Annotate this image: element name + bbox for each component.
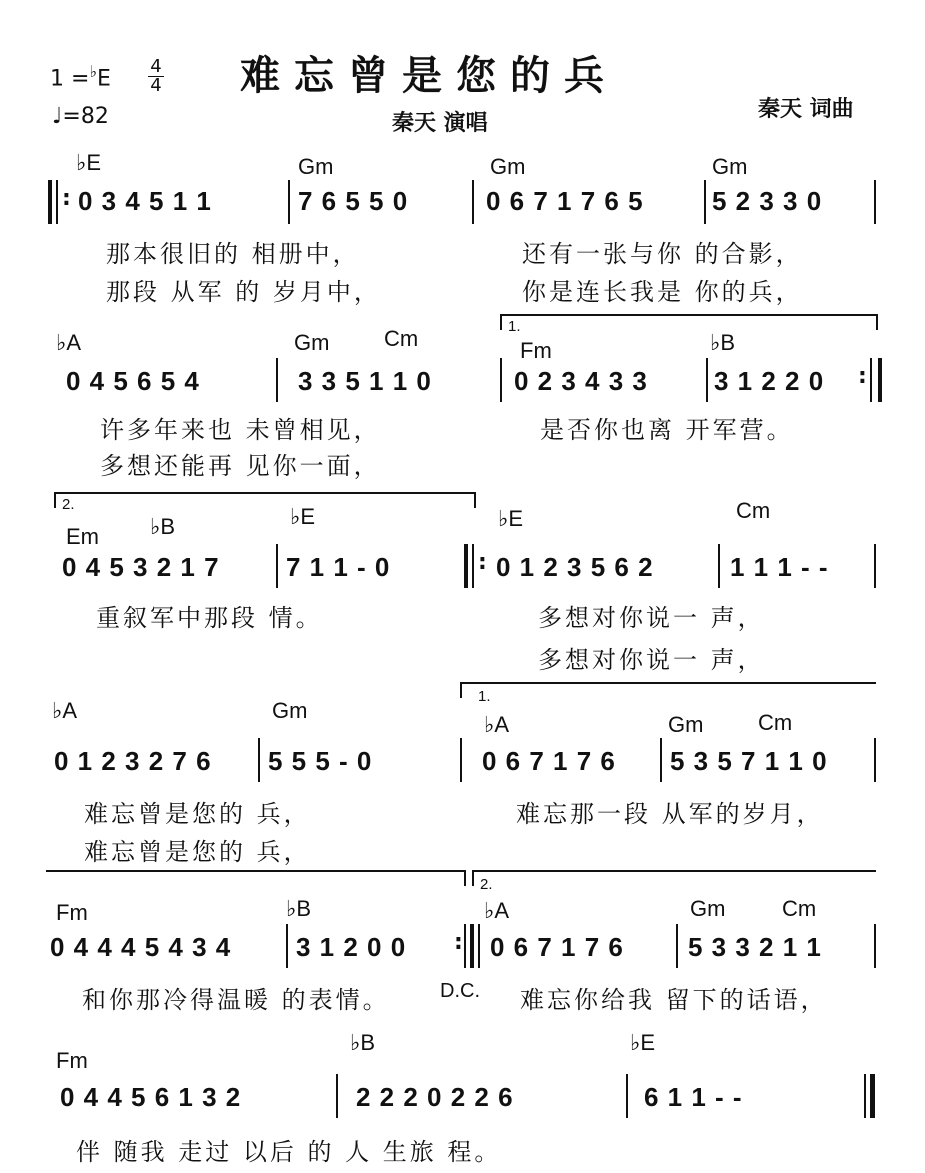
credits: 秦天 词曲: [758, 97, 854, 122]
lyric-line: 多想对你说一 声，: [538, 646, 765, 674]
volta-number: 1.: [508, 318, 521, 335]
quarter-note-icon: ♩: [52, 104, 63, 129]
chord: Cm: [736, 498, 771, 523]
chord: ♭A: [56, 330, 82, 355]
chord: ♭B: [350, 1030, 376, 1055]
lyric-line: 伴 随我 走过 以后 的 人 生旅 程。: [76, 1138, 502, 1166]
measure: 3 3 5 1 1 0: [298, 366, 432, 396]
volta-bracket: [500, 314, 878, 330]
measure: 7 6 5 5 0: [298, 186, 409, 216]
barline: [676, 924, 678, 968]
barline: [276, 358, 278, 402]
measure: 0 6 7 1 7 6 5: [486, 186, 644, 216]
measure: 5 5 5 - 0: [268, 746, 373, 776]
measure: 1 1 1 - -: [730, 552, 829, 582]
barline: [626, 1074, 628, 1118]
chord: Cm: [384, 326, 419, 351]
chord: Gm: [272, 698, 308, 723]
measure: 5 3 5 7 1 1 0: [670, 746, 828, 776]
measure: 5 3 3 2 1 1: [688, 932, 822, 962]
repeat-dots: :: [454, 930, 463, 955]
barline: [472, 180, 474, 224]
lyric-line: 难忘那一段 从军的岁月，: [516, 800, 824, 828]
volta-bracket: [46, 870, 466, 886]
barline: [660, 738, 662, 782]
barline: [258, 738, 260, 782]
chord: Gm: [690, 896, 726, 921]
barline: [874, 544, 876, 588]
chord: ♭E: [290, 504, 316, 529]
repeat-dots: :: [858, 364, 867, 389]
chord: Cm: [782, 896, 817, 921]
lyric-line: 是否你也离 开军营。: [540, 416, 794, 444]
chord: ♭B: [150, 514, 176, 539]
barline: [286, 924, 288, 968]
lyric-line: 多想还能再 见你一面，: [100, 452, 381, 480]
barline: [336, 1074, 338, 1118]
chord: Gm: [490, 154, 526, 179]
barline: [704, 180, 706, 224]
song-title: 难忘曾是您的兵: [240, 53, 618, 99]
volta-bracket: [460, 682, 876, 698]
barline: [500, 358, 502, 402]
performer: 秦天 演唱: [392, 111, 488, 136]
barline: [288, 180, 290, 224]
time-signature: 4 4: [148, 58, 164, 95]
lyric-line: 重叙军中那段 情。: [96, 604, 323, 632]
barline: [718, 544, 720, 588]
lyric-line: 难忘曾是您的 兵，: [84, 838, 311, 866]
da-capo-mark: D.C.: [440, 980, 480, 1002]
barline: [706, 358, 708, 402]
lyric-line: 你是连长我是 你的兵，: [522, 278, 803, 306]
measure: 0 1 2 3 2 7 6: [54, 746, 212, 776]
chord: ♭A: [484, 712, 510, 737]
repeat-dots: :: [478, 550, 487, 575]
measure: 3 1 2 0 0: [296, 932, 407, 962]
chord: ♭B: [710, 330, 736, 355]
measure: 6 1 1 - -: [644, 1082, 743, 1112]
chord: Cm: [758, 710, 793, 735]
measure: 2 2 2 0 2 2 6: [356, 1082, 514, 1112]
chord: Gm: [298, 154, 334, 179]
repeat-end-barline: [878, 358, 882, 402]
volta-bracket: [54, 492, 476, 508]
measure: 0 2 3 4 3 3: [514, 366, 648, 396]
chord: Fm: [56, 1048, 88, 1073]
lyric-line: 难忘曾是您的 兵，: [84, 800, 311, 828]
chord: Fm: [56, 900, 88, 925]
lyric-line: 那本很旧的 相册中，: [106, 240, 360, 268]
lyric-line: 许多年来也 未曾相见，: [100, 416, 381, 444]
measure: 0 4 5 6 5 4: [66, 366, 200, 396]
measure: 0 3 4 5 1 1: [78, 186, 212, 216]
chord: Fm: [520, 338, 552, 363]
measure: 0 4 5 3 2 1 7: [62, 552, 220, 582]
measure: 0 4 4 4 5 4 3 4: [50, 932, 232, 962]
barline: [874, 924, 876, 968]
repeat-dots: :: [62, 186, 71, 211]
tempo: ♩=82: [52, 104, 109, 129]
lyric-line: 难忘你给我 留下的话语，: [520, 986, 828, 1014]
repeat-start-barline: [48, 180, 52, 224]
lyric-line: 那段 从军 的 岁月中，: [106, 278, 381, 306]
chord: Gm: [712, 154, 748, 179]
measure: 0 4 4 5 6 1 3 2: [60, 1082, 242, 1112]
measure: 0 6 7 1 7 6: [490, 932, 624, 962]
key-signature: 1 =♭E: [50, 62, 111, 92]
lyric-line: 还有一张与你 的合影，: [522, 240, 803, 268]
volta-bracket: [472, 870, 876, 886]
barline: [276, 544, 278, 588]
chord: ♭A: [484, 898, 510, 923]
repeat-end-barline: [470, 924, 474, 968]
barline: [874, 738, 876, 782]
chord: Gm: [294, 330, 330, 355]
repeat-start-barline: [464, 544, 468, 588]
chord: ♭E: [498, 506, 524, 531]
measure: 7 1 1 - 0: [286, 552, 391, 582]
measure: 0 1 2 3 5 6 2: [496, 552, 654, 582]
chord: ♭E: [630, 1030, 656, 1055]
final-barline: [870, 1074, 875, 1118]
volta-number: 2.: [480, 876, 493, 893]
measure: 3 1 2 2 0: [714, 366, 825, 396]
chord: ♭A: [52, 698, 78, 723]
volta-number: 2.: [62, 496, 75, 513]
measure: 0 6 7 1 7 6: [482, 746, 616, 776]
lyric-line: 多想对你说一 声，: [538, 604, 765, 632]
measure: 5 2 3 3 0: [712, 186, 823, 216]
barline: [874, 180, 876, 224]
chord: ♭E: [76, 150, 102, 175]
volta-number: 1.: [478, 688, 491, 705]
chord: Em: [66, 524, 99, 549]
lyric-line: 和你那冷得温暖 的表情。: [82, 986, 390, 1014]
chord: ♭B: [286, 896, 312, 921]
chord: Gm: [668, 712, 704, 737]
barline: [460, 738, 462, 782]
